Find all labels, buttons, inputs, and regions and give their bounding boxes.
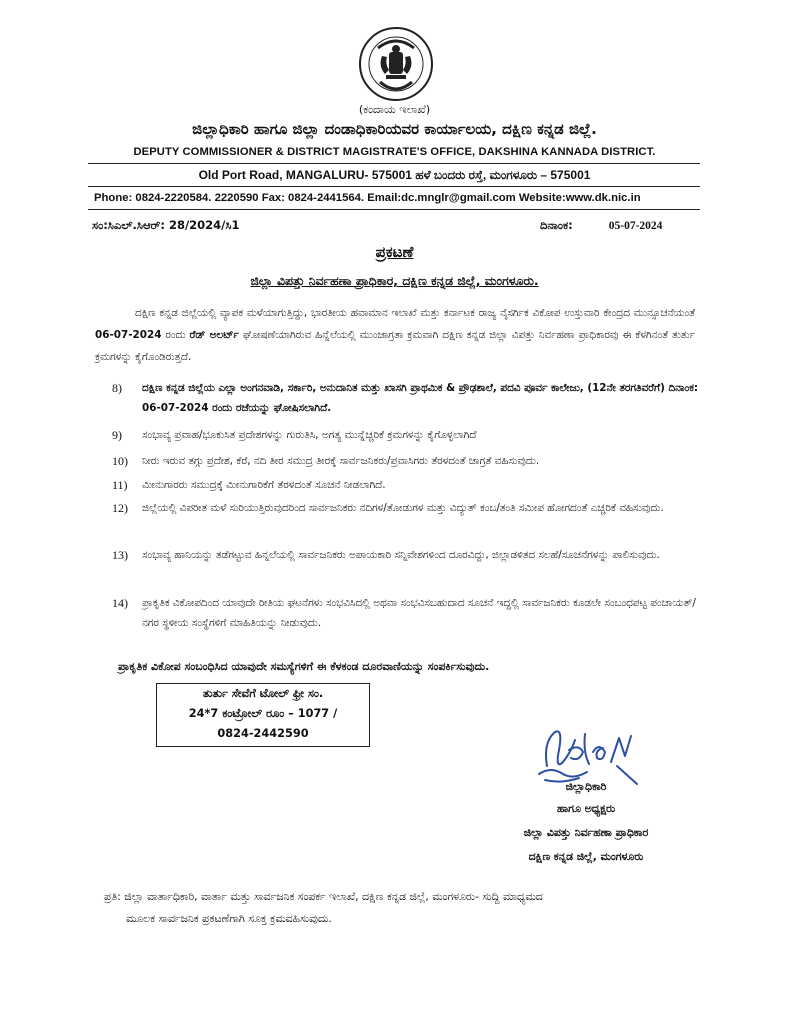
- office-contact: Phone: 0824-2220584. 2220590 Fax: 0824-2441564. Email:dc.mnglr@gmail.com Website:www.dk.nic.in: [94, 192, 641, 204]
- list-item: 14) ಪ್ರಾಕೃತಿಕ ವಿಕೋಪದಿಂದ ಯಾವುದೇ ರೀತಿಯ ಘಟನೆಗಳು ಸಂಭವಿಸಿದಲ್ಲಿ ಅಥವಾ ಸಂಭವಿಸಬಹುದಾದ ಸೂಚನೆ ಇದ್ದಲ್ಲಿ ಸಾರ್ವಜನಿಕರು ಕೂಡಲೇ ಸಂಬಂಧಪಟ್ಟ ಪಂಚಾಯತ್/ನಗರ ಸ್ಥಳೀಯ ಸಂಸ್ಥೆಗಳಿಗೆ ಮಾಹಿತಿಯನ್ನು ನೀಡುವುದು.: [112, 596, 696, 629]
- control-room-number: 24*7 ಕಂಟ್ರೋಲ್ ರೂಂ – 1077 /: [188, 707, 338, 720]
- state-emblem-icon: [358, 26, 434, 104]
- date-value: 05-07-2024: [608, 220, 663, 232]
- signatory-location: ದಕ್ಷಿಣ ಕನ್ನಡ ಜಿಲ್ಲೆ, ಮಂಗಳೂರು: [528, 850, 644, 863]
- tollfree-title: ತುರ್ತು ಸೇವೆಗೆ ಟೋಲ್ ಫ್ರೀ ಸಂ.: [202, 687, 324, 700]
- header-divider: [88, 186, 700, 187]
- copy-to-line: ಪ್ರತಿ: ಜಿಲ್ಲಾ ವಾರ್ತಾಧಿಕಾರಿ, ವಾರ್ತಾ ಮತ್ತು ಸಾರ್ವಜನಿಕ ಸಂಪರ್ಕ ಇಲಾಖೆ, ದಕ್ಷಿಣ ಕನ್ನಡ ಜಿಲ್ಲೆ, ಮಂಗಳೂರು- ಸುದ್ದಿ ಮಾಧ್ಯಮದ: [104, 890, 543, 903]
- office-address: Old Port Road, MANGALURU- 575001 ಹಳೆ ಬಂದರು ರಸ್ತೆ, ಮಂಗಳೂರು – 575001: [198, 168, 591, 182]
- list-item: 12) ಜಿಲ್ಲೆಯಲ್ಲಿ ವಿಪರೀತ ಮಳೆ ಸುರಿಯುತ್ತಿರುವುದರಿಂದ ಸಾರ್ವಜನಿಕರು ನದಿಗಳ/ತೋಡುಗಳ ಮತ್ತು ವಿದ್ಯುತ್ ಕಂಬ/ತಂತಿ ಸಮೀಪ ಹೋಗದಂತೆ ಎಚ್ಚರಿಕೆ ವಹಿಸುವುದು.: [112, 501, 664, 515]
- control-room-phone: 0824-2442590: [217, 727, 309, 740]
- signatory-role: ಹಾಗೂ ಅಧ್ಯಕ್ಷರು: [556, 802, 616, 815]
- red-alert-text: ರೆಡ್ ಅಲರ್ಟ್: [189, 329, 239, 341]
- intro-paragraph: ದಕ್ಷಿಣ ಕನ್ನಡ ಜಿಲ್ಲೆಯಲ್ಲಿ ವ್ಯಾಪಕ ಮಳೆಯಾಗುತ್ತಿದ್ದು, ಭಾರತೀಯ ಹವಾಮಾನ ಇಲಾಖೆ ಮತ್ತು ಕರ್ನಾಟಕ ರಾಜ್ಯ ನೈಸರ್ಗಿಕ ವಿಕೋಪ ಉಸ್ತುವಾರಿ ಕೇಂದ್ರದ ಮುನ್ಸೂಚನೆಯಂತೆ 06-07-2024 ರಂದು ರೆಡ್ ಅಲರ್ಟ್ ಘೋಷಣೆಯಾಗಿರುವ ಹಿನ್ನೆಲೆಯಲ್ಲಿ ಮುಂಜಾಗ್ರತಾ ಕ್ರಮವಾಗಿ ದಕ್ಷಿಣ ಕನ್ನಡ ಜಿಲ್ಲಾ ವಿಪತ್ತು ನಿರ್ವಹಣಾ ಪ್ರಾಧಿಕಾರವು ಈ ಕೆಳಗಿನಂತೆ ತುರ್ತು ಕ್ರಮಗಳನ್ನು ಕೈಗೊಂಡಿರುತ್ತದೆ.: [95, 307, 695, 363]
- copy-to-line: ಮೂಲಕ ಸಾರ್ವಜನಿಕ ಪ್ರಕಟಣೆಗಾಗಿ ಸೂಕ್ತ ಕ್ರಮವಹಿಸುವುದು.: [126, 912, 332, 925]
- signatory-title: ಜಿಲ್ಲಾಧಿಕಾರಿ: [565, 780, 607, 793]
- office-name-english: DEPUTY COMMISSIONER & DISTRICT MAGISTRATE'S OFFICE, DAKSHINA KANNADA DISTRICT.: [133, 146, 656, 158]
- department-name: (ಕಂದಾಯ ಇಲಾಖೆ): [358, 103, 431, 116]
- notice-date: [540, 218, 662, 233]
- signatory-authority: ಜಿಲ್ಲಾ ವಿಪತ್ತು ನಿರ್ವಹಣಾ ಪ್ರಾಧಿಕಾರ: [523, 826, 649, 839]
- header-divider: [88, 209, 700, 210]
- copy-to: [104, 886, 704, 930]
- reference-number: ಸಂ:ಸಿಎಲ್.ಸಿಆರ್: 28/2024/ಸಿ1: [92, 218, 240, 232]
- list-item: 10) ನೀರು ಇರುವ ತಗ್ಗು ಪ್ರದೇಶ, ಕೆರೆ, ನದಿ ತೀರ ಸಮುದ್ರ ತೀರಕ್ಕೆ ಸಾರ್ವಜನಿಕರು/ಪ್ರವಾಸಿಗರು ತೆರಳದಂತೆ ಜಾಗ್ರತೆ ವಹಿಸುವುದು.: [112, 454, 540, 468]
- header-divider: [88, 163, 700, 164]
- list-item: 11) ಮೀನುಗಾರರು ಸಮುದ್ರಕ್ಕೆ ಮೀನುಗಾರಿಕೆಗೆ ತೆರಳದಂತೆ ಸೂಚನೆ ನೀಡಲಾಗಿದೆ.: [112, 478, 386, 492]
- list-item: 13) ಸಂಭಾವ್ಯ ಹಾನಿಯನ್ನು ತಡೆಗಟ್ಟುವ ಹಿನ್ನಲೆಯಲ್ಲಿ ಸಾರ್ವಜನಿಕರು ಅಪಾಯಕಾರಿ ಸನ್ನಿವೇಶಗಳಿಂದ ದೂರವಿದ್ದು, ಜಿಲ್ಲಾಡಳಿತದ ಸಲಹೆ/ಸೂಚನೆಗಳನ್ನು ಪಾಲಿಸುವುದು.: [112, 548, 660, 562]
- date-label: ದಿನಾಂಕ:: [540, 218, 573, 232]
- notice-title: ಪ್ರಕಟಣೆ: [375, 243, 414, 261]
- office-name-kannada: ಜಿಲ್ಲಾಧಿಕಾರಿ ಹಾಗೂ ಜಿಲ್ಲಾ ದಂಡಾಧಿಕಾರಿಯವರ ಕಾರ್ಯಾಲಯ, ದಕ್ಷಿಣ ಕನ್ನಡ ಜಿಲ್ಲೆ.: [192, 120, 597, 138]
- notice-subject: ಜಿಲ್ಲಾ ವಿಪತ್ತು ನಿರ್ವಹಣಾ ಪ್ರಾಧಿಕಾರ, ದಕ್ಷಿಣ ಕನ್ನಡ ಜಿಲ್ಲೆ, ಮಂಗಳೂರು.: [250, 273, 539, 288]
- list-item: 8) ದಕ್ಷಿಣ ಕನ್ನಡ ಜಿಲ್ಲೆಯ ಎಲ್ಲಾ ಅಂಗನವಾಡಿ, ಸರ್ಕಾರಿ, ಅನುದಾನಿತ ಮತ್ತು ಖಾಸಗಿ ಪ್ರಾಥಮಿಕ & ಪ್ರೌಢಶಾಲೆ, ಪದವಿ ಪೂರ್ವ ಕಾಲೇಜು, (12ನೇ ತರಗತಿವರೆಗೆ) ದಿನಾಂಕ: 06-07-2024 ರಂದು ರಜೆಯನ್ನು ಘೋಷಿಸಲಾಗಿದೆ.: [112, 381, 699, 414]
- contact-instruction: ಪ್ರಾಕೃತಿಕ ವಿಕೋಪ ಸಂಬಂಧಿಸಿದ ಯಾವುದೇ ಸಮಸ್ಯೆಗಳಿಗೆ ಈ ಕೆಳಕಂಡ ದೂರವಾಣಿಯನ್ನು ಸಂಪರ್ಕಿಸುವುದು.: [118, 660, 490, 673]
- list-item: 9) ಸಂಭಾವ್ಯ ಪ್ರವಾಹ/ಭೂಕುಸಿತ ಪ್ರದೇಶಗಳನ್ನು ಗುರುತಿಸಿ, ಅಗತ್ಯ ಮುನ್ನೆಚ್ಚರಿಕೆ ಕ್ರಮಗಳನ್ನು ಕೈಗೊಳ್ಳಲಾಗಿದೆ: [112, 428, 477, 442]
- tollfree-box: [156, 683, 370, 747]
- alert-date: 06-07-2024: [95, 329, 162, 341]
